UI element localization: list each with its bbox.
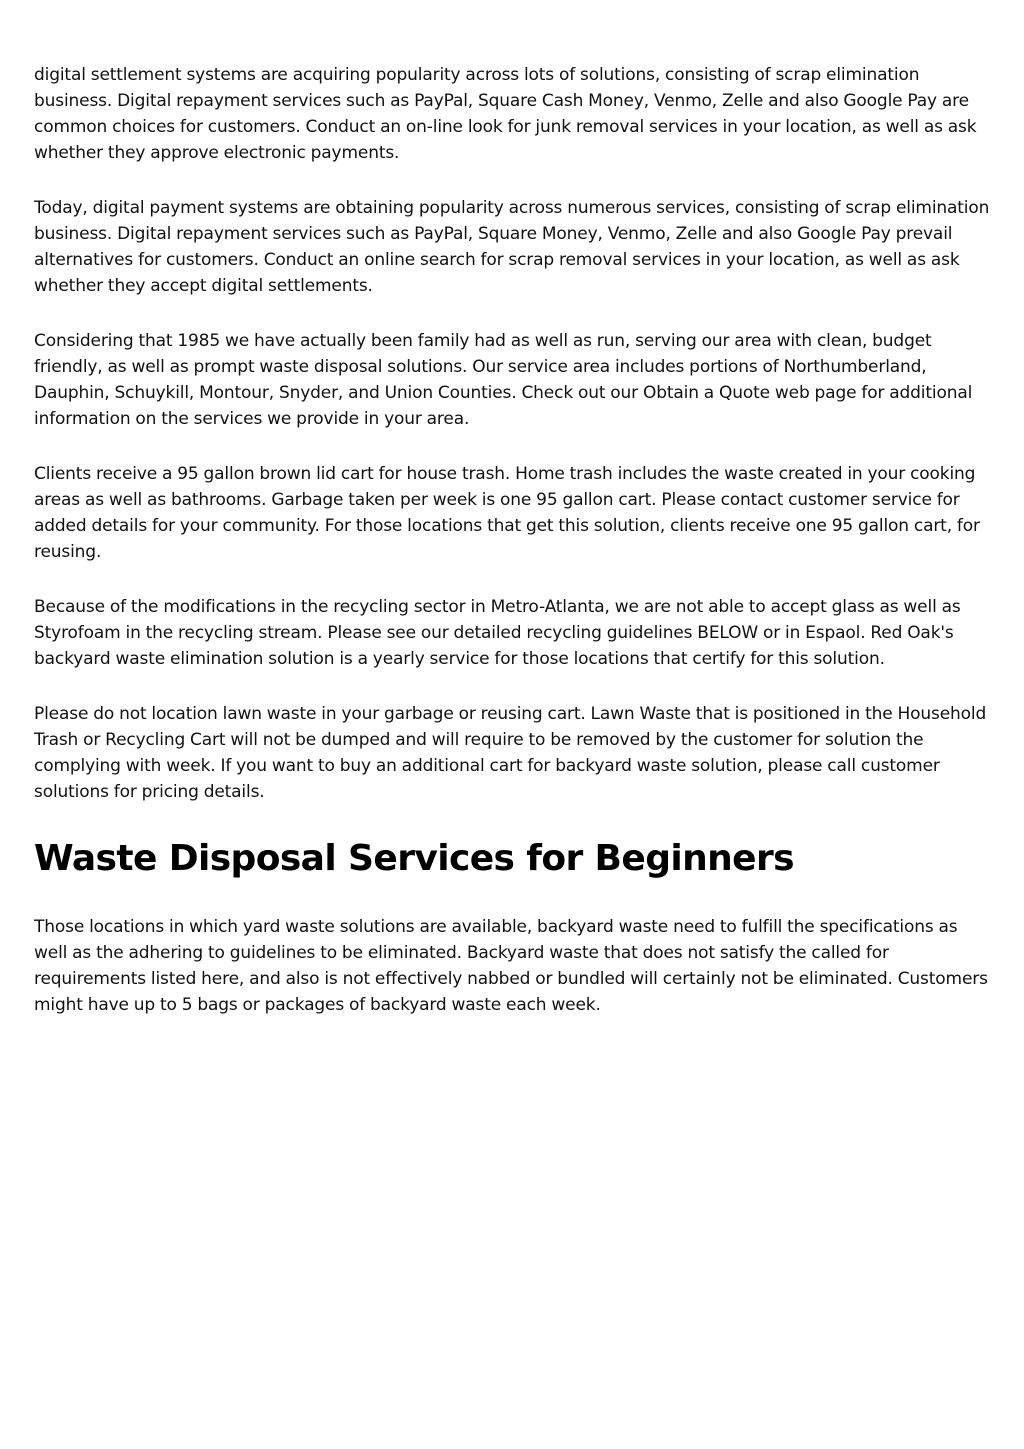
paragraph: Those locations in which yard waste solutions are available, backyard waste need to fulfill the specifications as well as the adhering to guidelines to be eliminated. Backyard waste that does not satisfy the called for requirements listed here, and also is not effectively nabbed or bundled will certainly not be eliminated. Customers might have up to 5 bags or packages of backyard waste each week. <box>34 917 988 1015</box>
paragraph: Today, digital payment systems are obtaining popularity across numerous services, consisting of scrap elimination business. Digital repayment services such as PayPal, Square Money, Venmo, Zelle and also Google Pay prevail alternatives for customers. Conduct an online search for scrap removal services in your location, as well as ask whether they accept digital settlements. <box>34 198 990 296</box>
paragraph: Clients receive a 95 gallon brown lid cart for house trash. Home trash includes the waste created in your cooking areas as well as bathrooms. Garbage taken per week is one 95 gallon cart. Please contact customer service for added details for your community. For those locations that get this solution, clients receive one 95 gallon cart, for reusing. <box>34 464 980 562</box>
paragraph: Considering that 1985 we have actually been family had as well as run, serving our area with clean, budget friendly, as well as prompt waste disposal solutions. Our service area includes portions of Northumberland, Dauphin, Schuykill, Montour, Snyder, and Union Counties. Check out our Obtain a Quote web page for additional information on the services we provide in your area. <box>34 331 973 429</box>
document-page <box>34 62 992 1047</box>
paragraph: Please do not location lawn waste in your garbage or reusing cart. Lawn Waste that is positioned in the Household Trash or Recycling Cart will not be dumped and will require to be removed by the customer for solution the complying with week. If you want to buy an additional cart for backyard waste solution, please call customer solutions for pricing details. <box>34 704 987 802</box>
section-heading: Waste Disposal Services for Beginners <box>34 838 794 879</box>
paragraph: Because of the modifications in the recycling sector in Metro-Atlanta, we are not able to accept glass as well as Styrofoam in the recycling stream. Please see our detailed recycling guidelines BELOW or in Espaol. Red Oak's backyard waste elimination solution is a yearly service for those locations that certify for this solution. <box>34 597 961 669</box>
paragraph: digital settlement systems are acquiring popularity across lots of solutions, consisting of scrap elimination business. Digital repayment services such as PayPal, Square Cash Money, Venmo, Zelle and also Google Pay are common choices for customers. Conduct an on-line look for junk removal services in your location, as well as ask whether they approve electronic payments. <box>34 65 977 163</box>
